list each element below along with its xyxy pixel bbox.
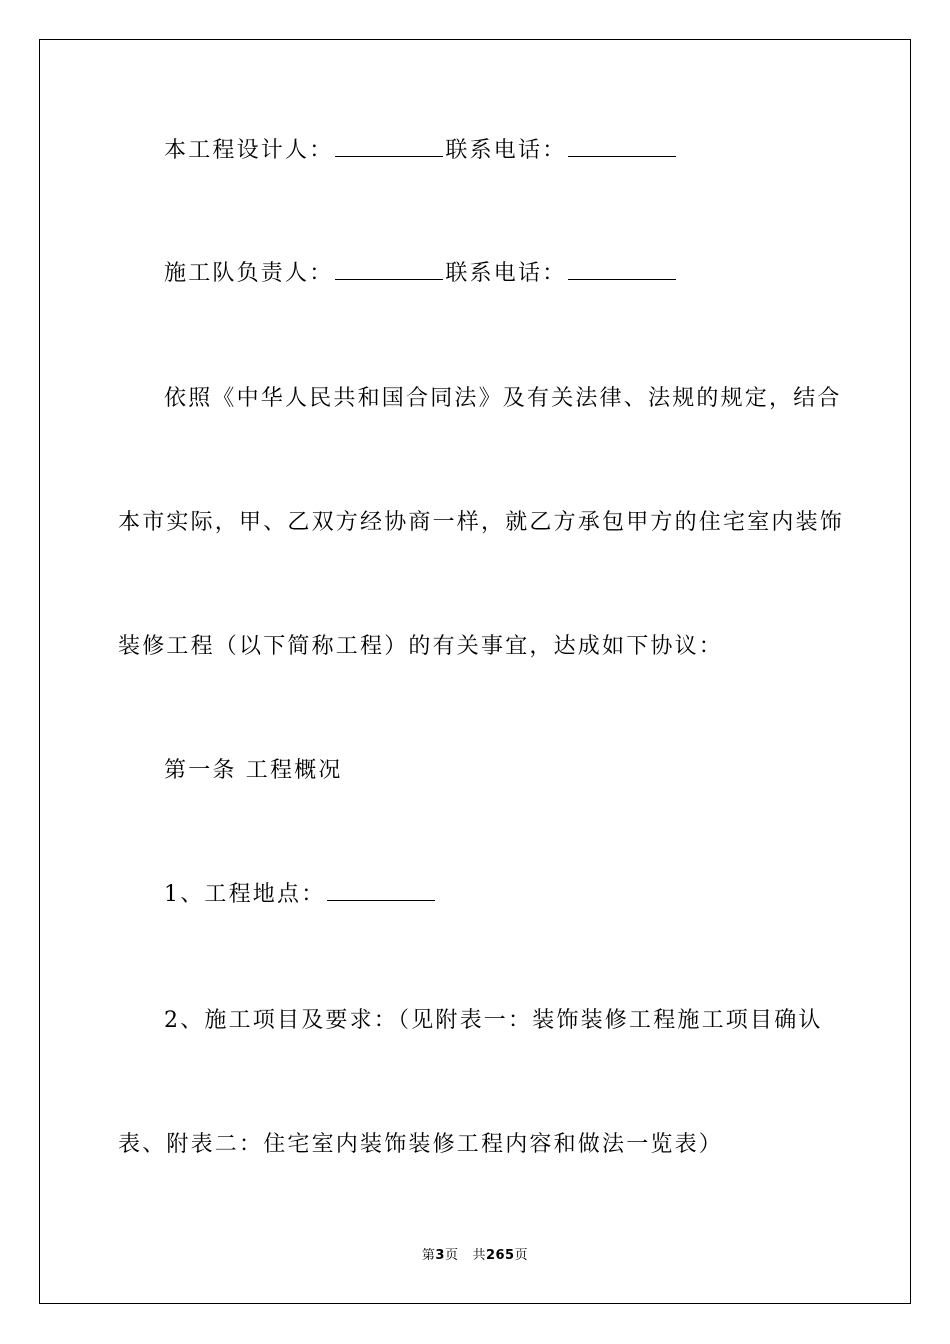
page-border bbox=[39, 39, 911, 1304]
article-one-heading: 第一条 工程概况 bbox=[164, 758, 343, 783]
paragraph-line-3: 装修工程（以下简称工程）的有关事宜，达成如下协议： bbox=[118, 634, 724, 659]
paragraph-line-2: 本市实际，甲、乙双方经协商一样，就乙方承包甲方的住宅室内装饰 bbox=[118, 510, 845, 535]
construction-items-line-2: 表、附表二：住宅室内装饰装修工程内容和做法一览表） bbox=[118, 1132, 724, 1157]
footer-page-number: 3 bbox=[435, 1248, 445, 1263]
footer-prefix: 第 bbox=[421, 1248, 436, 1263]
footer-total-unit: 页 bbox=[514, 1248, 529, 1263]
page-footer bbox=[0, 1244, 950, 1263]
designer-phone-label: 联系电话： bbox=[445, 138, 567, 163]
project-location-line bbox=[118, 880, 884, 910]
designer-phone-blank[interactable] bbox=[568, 136, 676, 157]
paragraph-line-1: 依照《中华人民共和国合同法》及有关法律、法规的规定，结合 bbox=[164, 386, 842, 411]
construction-items-line-1: 2、施工项目及要求：（见附表一：装饰装修工程施工项目确认 bbox=[164, 1008, 823, 1033]
designer-line bbox=[118, 136, 884, 166]
footer-total-pages: 265 bbox=[485, 1248, 515, 1263]
designer-name-blank[interactable] bbox=[335, 136, 443, 157]
designer-label: 本工程设计人： bbox=[164, 138, 334, 163]
project-location-label: 1、工程地点： bbox=[164, 882, 326, 907]
footer-page-unit: 页 bbox=[444, 1248, 459, 1263]
team-leader-phone-blank[interactable] bbox=[568, 259, 676, 280]
team-leader-label: 施工队负责人： bbox=[164, 261, 334, 286]
project-location-blank[interactable] bbox=[327, 880, 435, 901]
team-leader-name-blank[interactable] bbox=[335, 259, 443, 280]
footer-total-prefix: 共 bbox=[472, 1248, 486, 1263]
team-leader-phone-label: 联系电话： bbox=[445, 261, 567, 286]
team-leader-line bbox=[118, 259, 884, 289]
